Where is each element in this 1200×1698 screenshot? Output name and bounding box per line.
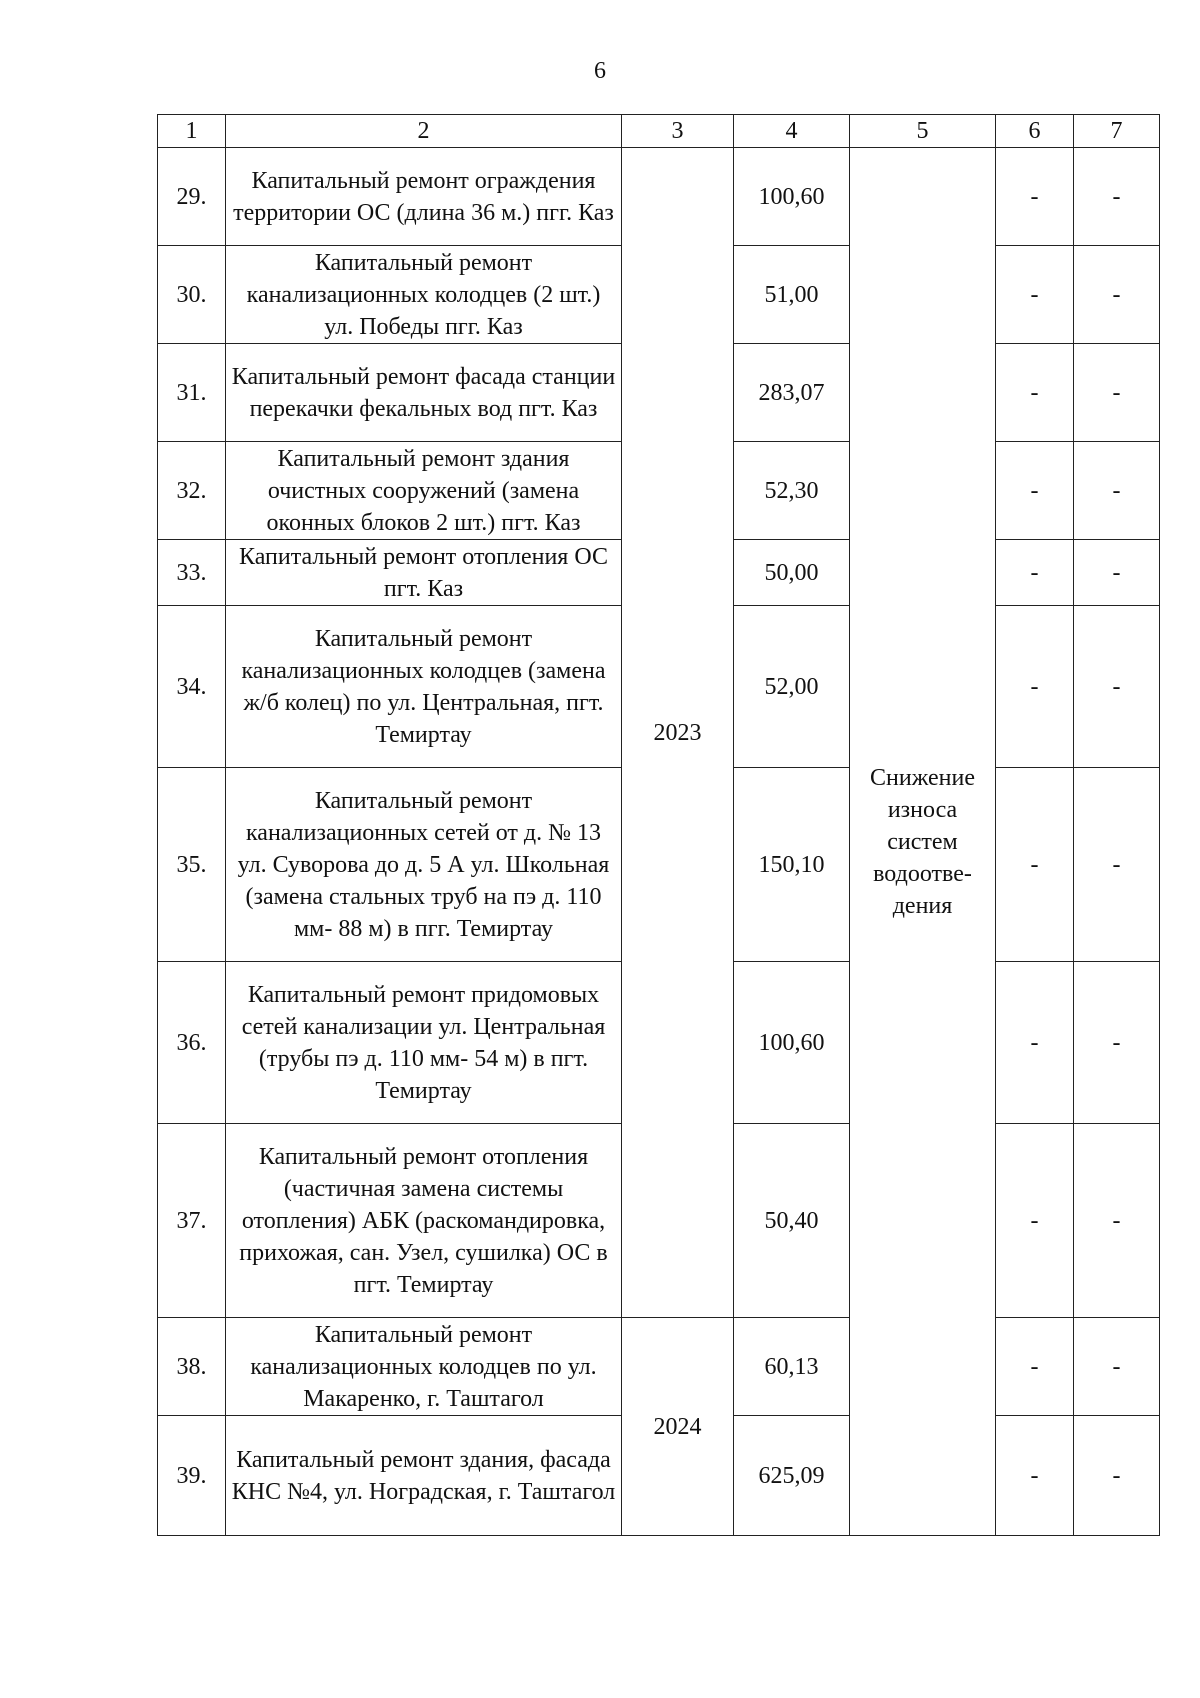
row-number: 35.	[158, 768, 226, 962]
col7-cell: -	[1074, 1124, 1160, 1318]
row-number: 33.	[158, 540, 226, 606]
amount-cell: 100,60	[734, 148, 850, 246]
row-number: 32.	[158, 442, 226, 540]
row-number: 34.	[158, 606, 226, 768]
amount-cell: 60,13	[734, 1318, 850, 1416]
amount-cell: 100,60	[734, 962, 850, 1124]
col6-cell: -	[996, 1416, 1074, 1536]
work-description: Капитальный ремонт придомовых сетей канализации ул. Центральная (трубы пэ д. 110 мм- 54 м) в пгт. Темиртау	[226, 962, 622, 1124]
col7-cell: -	[1074, 148, 1160, 246]
col6-cell: -	[996, 148, 1074, 246]
col7-cell: -	[1074, 442, 1160, 540]
col7-cell: -	[1074, 344, 1160, 442]
row-number: 30.	[158, 246, 226, 344]
work-description: Капитальный ремонт канализационных сетей от д. № 13 ул. Суворова до д. 5 А ул. Школьная (замена стальных труб на пэ д. 110 мм- 88 м) в пгг. Темиртау	[226, 768, 622, 962]
amount-cell: 52,00	[734, 606, 850, 768]
col6-cell: -	[996, 962, 1074, 1124]
row-number: 38.	[158, 1318, 226, 1416]
amount-cell: 50,40	[734, 1124, 850, 1318]
header-cell-7: 7	[1074, 115, 1160, 148]
amount-cell: 150,10	[734, 768, 850, 962]
row-number: 37.	[158, 1124, 226, 1318]
work-description: Капитальный ремонт отопления ОС пгт. Каз	[226, 540, 622, 606]
header-cell-2: 2	[226, 115, 622, 148]
work-description: Капитальный ремонт здания очистных сооружений (замена оконных блоков 2 шт.) пгт. Каз	[226, 442, 622, 540]
work-description: Капитальный ремонт канализационных колодцев по ул. Макаренко, г. Таштагол	[226, 1318, 622, 1416]
work-description: Капитальный ремонт канализационных колодцев (2 шт.) ул. Победы пгг. Каз	[226, 246, 622, 344]
page-number: 6	[594, 58, 606, 84]
col7-cell: -	[1074, 540, 1160, 606]
header-cell-1: 1	[158, 115, 226, 148]
result-cell: Снижение износа систем водоотве-дения	[850, 148, 996, 1536]
col6-cell: -	[996, 442, 1074, 540]
table-row	[158, 1318, 1160, 1416]
row-number: 31.	[158, 344, 226, 442]
row-number: 29.	[158, 148, 226, 246]
col6-cell: -	[996, 1318, 1074, 1416]
work-description: Капитальный ремонт здания, фасада КНС №4, ул. Ноградская, г. Таштагол	[226, 1416, 622, 1536]
col7-cell: -	[1074, 606, 1160, 768]
col7-cell: -	[1074, 246, 1160, 344]
work-description: Капитальный ремонт фасада станции перекачки фекальных вод пгт. Каз	[226, 344, 622, 442]
col6-cell: -	[996, 768, 1074, 962]
work-description: Капитальный ремонт ограждения территории ОС (длина 36 м.) пгг. Каз	[226, 148, 622, 246]
col6-cell: -	[996, 246, 1074, 344]
amount-cell: 625,09	[734, 1416, 850, 1536]
header-cell-6: 6	[996, 115, 1074, 148]
amount-cell: 52,30	[734, 442, 850, 540]
col6-cell: -	[996, 540, 1074, 606]
year-cell: 2024	[622, 1318, 734, 1536]
table-row	[158, 148, 1160, 246]
works-table	[157, 114, 1160, 1536]
header-cell-5: 5	[850, 115, 996, 148]
row-number: 39.	[158, 1416, 226, 1536]
work-description: Капитальный ремонт отопления (частичная замена системы отопления) АБК (раскомандировка, прихожая, сан. Узел, сушилка) ОС в пгт. Темиртау	[226, 1124, 622, 1318]
col7-cell: -	[1074, 1416, 1160, 1536]
row-number: 36.	[158, 962, 226, 1124]
col6-cell: -	[996, 344, 1074, 442]
year-cell: 2023	[622, 148, 734, 1318]
amount-cell: 283,07	[734, 344, 850, 442]
amount-cell: 50,00	[734, 540, 850, 606]
header-row	[158, 115, 1160, 148]
amount-cell: 51,00	[734, 246, 850, 344]
col7-cell: -	[1074, 962, 1160, 1124]
header-cell-3: 3	[622, 115, 734, 148]
work-description: Капитальный ремонт канализационных колодцев (замена ж/б колец) по ул. Центральная, пгт. Темиртау	[226, 606, 622, 768]
col7-cell: -	[1074, 768, 1160, 962]
col6-cell: -	[996, 1124, 1074, 1318]
header-cell-4: 4	[734, 115, 850, 148]
col7-cell: -	[1074, 1318, 1160, 1416]
col6-cell: -	[996, 606, 1074, 768]
